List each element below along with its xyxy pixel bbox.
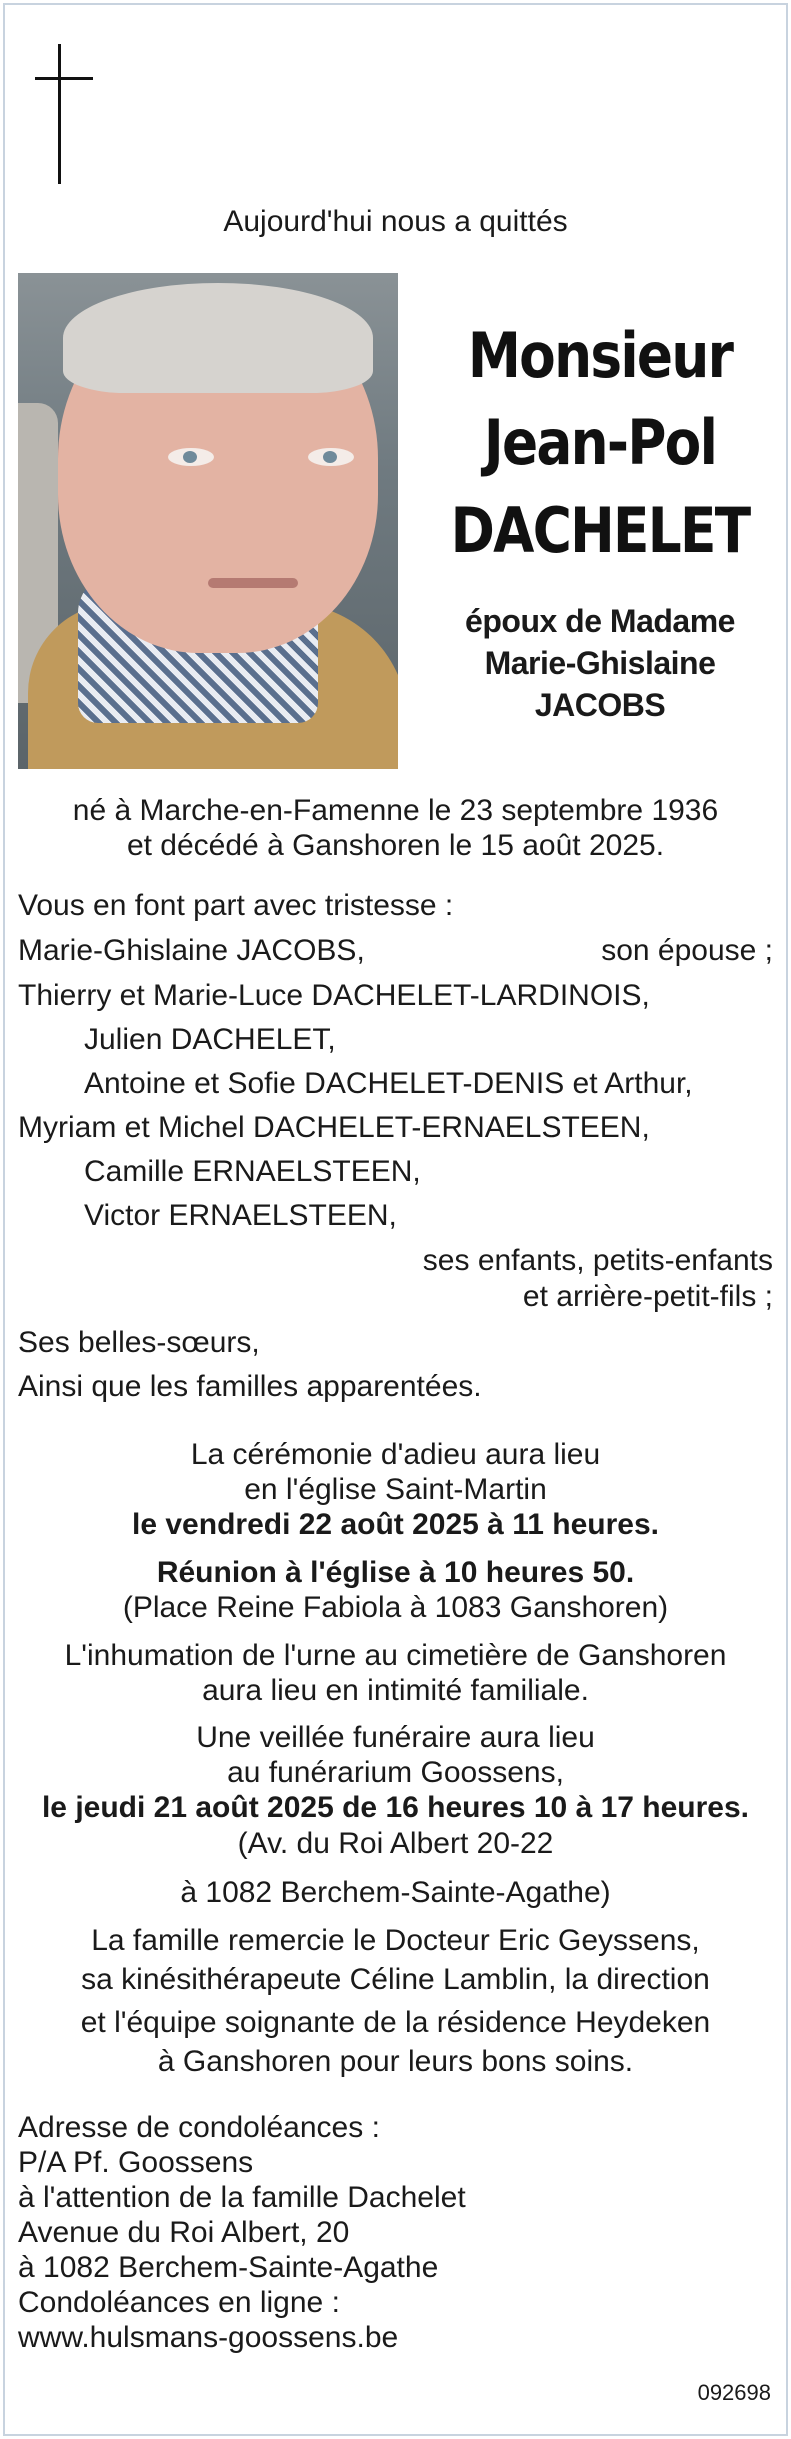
family-role: son épouse ; (601, 934, 773, 967)
family-member: Myriam et Michel DACHELET-ERNAELSTEEN, (18, 1111, 650, 1144)
thanks-line: et l'équipe soignante de la résidence Heydeken (80, 2006, 711, 2039)
thanks-line: sa kinésithérapeute Céline Lamblin, la direction (81, 1963, 710, 1996)
family-member: Antoine et Sofie DACHELET-DENIS et Arthur, (84, 1067, 693, 1100)
thanks-line: à Ganshoren pour leurs bons soins. (157, 2045, 634, 2078)
spouse-line: JACOBS (534, 687, 666, 723)
ceremony-address: (Place Reine Fabiola à 1083 Ganshoren) (122, 1591, 669, 1624)
family-role: ses enfants, petits-enfants (422, 1244, 773, 1277)
family-member: Marie-Ghislaine JACOBS, (18, 934, 365, 967)
ceremony-meeting: Réunion à l'église à 10 heures 50. (156, 1556, 635, 1589)
birth-line: né à Marche-en-Famenne le 23 septembre 1936 (72, 794, 719, 827)
spouse-block (410, 600, 790, 726)
reference-number: 092698 (697, 2380, 771, 2405)
spouse-line: époux de Madame (465, 603, 735, 639)
vigil-line: Une veillée funéraire aura lieu (196, 1721, 595, 1754)
vigil-date: le jeudi 21 août 2025 de 16 heures 10 à 17 heures. (41, 1791, 750, 1824)
ceremony-line: La cérémonie d'adieu aura lieu (190, 1438, 601, 1471)
title-line: Monsieur (467, 319, 733, 392)
vigil-line: au funérarium Goossens, (227, 1756, 564, 1789)
first-name: Jean-Pol (483, 406, 717, 479)
portrait-photo (18, 273, 398, 769)
condolences-website: www.hulsmans-goossens.be (18, 2321, 399, 2354)
family-member: Camille ERNAELSTEEN, (84, 1155, 421, 1188)
vigil-address: (Av. du Roi Albert 20-22 (237, 1827, 554, 1860)
condolences-line: P/A Pf. Goossens (18, 2146, 254, 2179)
ceremony-date: le vendredi 22 août 2025 à 11 heures. (132, 1508, 659, 1541)
condolences-line: Adresse de condoléances : (18, 2111, 380, 2144)
spouse-line: Marie-Ghislaine (484, 645, 716, 681)
burial-line: L'inhumation de l'urne au cimetière de Ganshoren (64, 1639, 727, 1672)
family-member: Julien DACHELET, (84, 1023, 336, 1056)
vigil-address: à 1082 Berchem-Sainte-Agathe) (180, 1876, 611, 1909)
family-member: Thierry et Marie-Luce DACHELET-LARDINOIS, (18, 979, 650, 1012)
family-member: Victor ERNAELSTEEN, (84, 1199, 397, 1232)
death-line: et décédé à Ganshoren le 15 août 2025. (126, 829, 665, 862)
announcement-intro: Vous en font part avec tristesse : (18, 889, 454, 922)
cross-icon (35, 44, 93, 184)
condolences-line: à 1082 Berchem-Sainte-Agathe (18, 2251, 439, 2284)
last-name: DACHELET (450, 494, 750, 567)
family-member: Ainsi que les familles apparentées. (18, 1370, 482, 1403)
burial-line: aura lieu en intimité familiale. (202, 1674, 589, 1707)
condolences-line: Condoléances en ligne : (18, 2286, 340, 2319)
family-role: et arrière-petit-fils ; (522, 1280, 773, 1313)
family-member: Ses belles-sœurs, (18, 1326, 260, 1359)
intro-text: Aujourd'hui nous a quittés (223, 205, 568, 238)
ceremony-line: en l'église Saint-Martin (244, 1473, 547, 1506)
thanks-line: La famille remercie le Docteur Eric Geyssens, (91, 1924, 700, 1957)
condolences-line: à l'attention de la famille Dachelet (18, 2181, 466, 2214)
condolences-line: Avenue du Roi Albert, 20 (18, 2216, 350, 2249)
